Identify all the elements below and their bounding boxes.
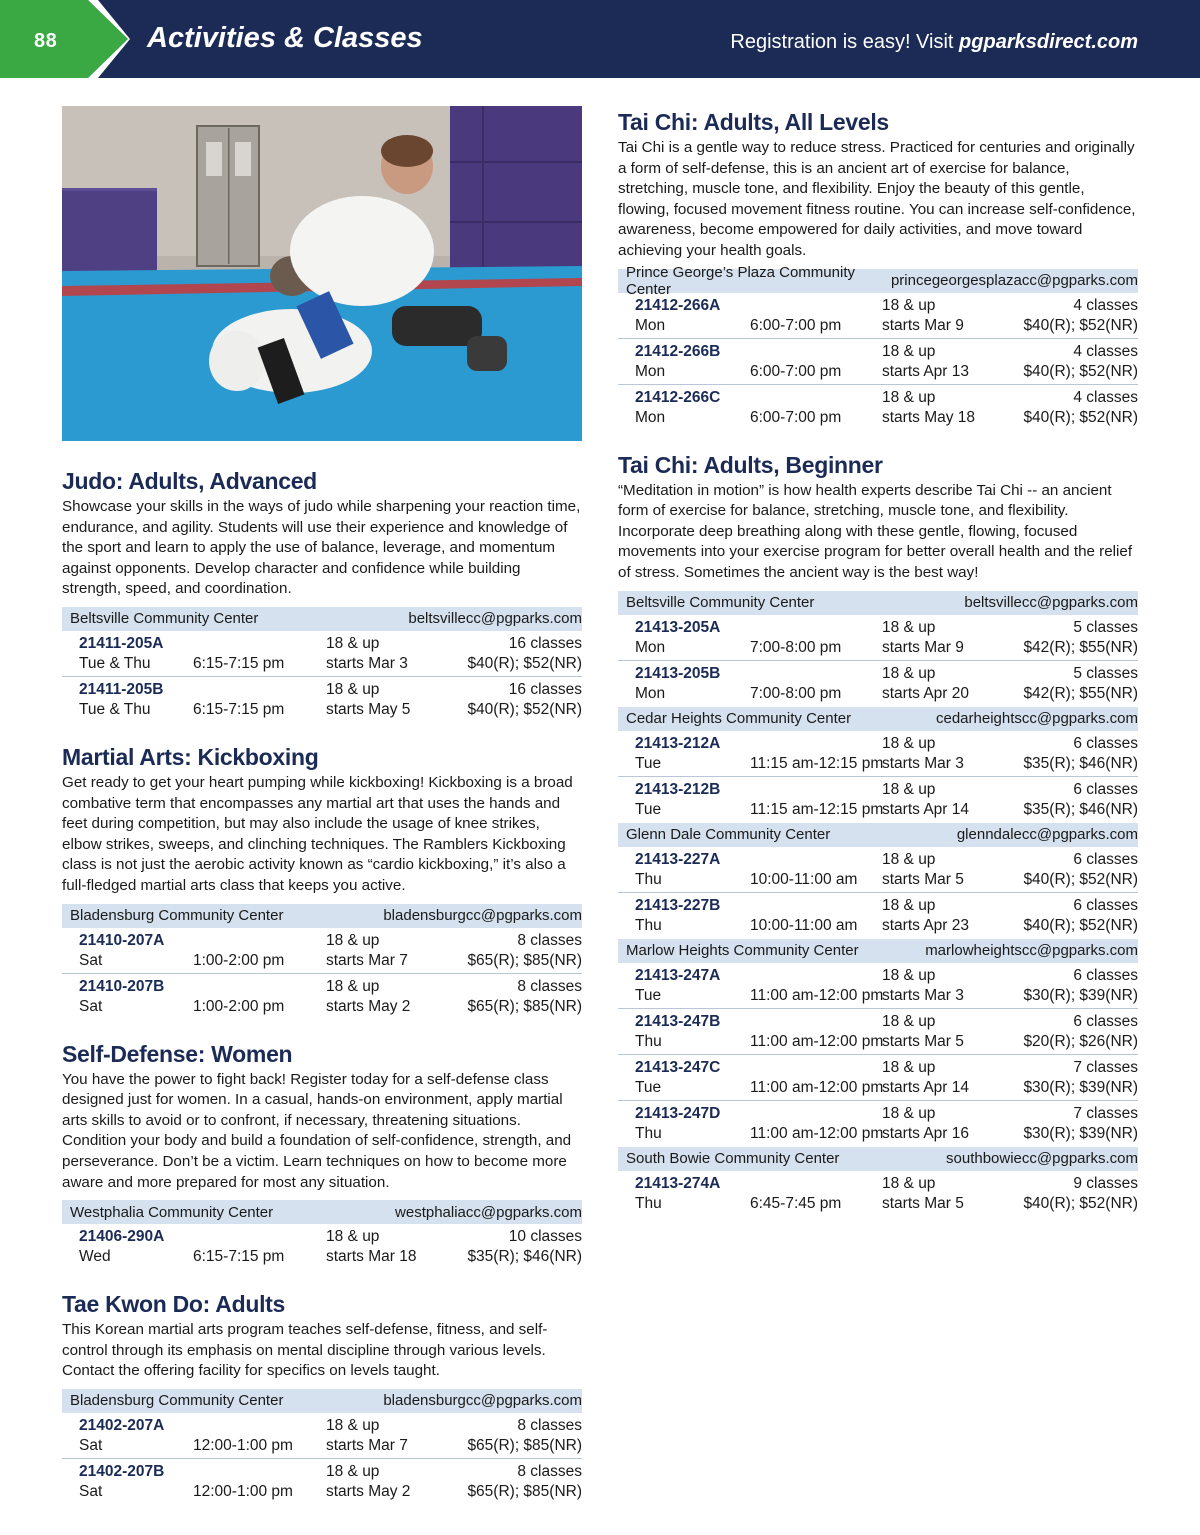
session-start-date: starts Mar 3 — [326, 654, 408, 672]
session-age: 18 & up — [882, 1104, 936, 1122]
session-day: Tue — [635, 986, 662, 1004]
center-email-link[interactable]: marlowheightscc@pgparks.com — [925, 942, 1138, 960]
session-day: Thu — [635, 1124, 662, 1142]
session-age: 18 & up — [882, 734, 936, 752]
program-description: “Meditation in motion” is how health experts describe Tai Chi -- an ancient form of exercise for balance, stretching, muscle tone, and flexibility. Incorporate deep breathing along with these gentle, flowing, focused movements into your exercise program for better overall health and the relief of stress. Sometimes the ancient way is the best way! — [618, 481, 1133, 581]
center-header — [618, 263, 1138, 298]
course-code-link[interactable]: 21402-207A — [79, 1416, 165, 1434]
session-fee: $40(R); $52(NR) — [467, 654, 582, 672]
program-section — [62, 1290, 582, 1505]
course-code-link[interactable]: 21410-207A — [79, 931, 165, 949]
session-class-count: 4 classes — [1073, 342, 1138, 360]
session-row — [618, 293, 1138, 339]
session-start-date: starts Apr 20 — [882, 684, 970, 702]
center-header — [62, 904, 582, 928]
session-start-date: starts Mar 7 — [326, 951, 408, 969]
course-code-link[interactable]: 21413-247D — [635, 1104, 721, 1122]
session-start-date: starts Mar 3 — [882, 754, 964, 772]
session-class-count: 6 classes — [1073, 780, 1138, 798]
session-class-count: 6 classes — [1073, 734, 1138, 752]
session-age: 18 & up — [882, 850, 936, 868]
registration-link[interactable]: pgparksdirect.com — [959, 31, 1138, 53]
center-name: Marlow Heights Community Center — [626, 942, 859, 960]
session-day: Sat — [79, 1436, 103, 1454]
session-start-date: starts Mar 9 — [882, 316, 964, 334]
center-header — [618, 823, 1138, 847]
session-class-count: 4 classes — [1073, 296, 1138, 314]
session-time: 7:00-8:00 pm — [750, 684, 842, 702]
center-header — [618, 939, 1138, 963]
center-header — [618, 591, 1138, 615]
session-class-count: 6 classes — [1073, 896, 1138, 914]
session-class-count: 16 classes — [508, 634, 582, 652]
session-list — [618, 615, 1138, 707]
session-class-count: 10 classes — [508, 1228, 582, 1246]
session-class-count: 6 classes — [1073, 966, 1138, 984]
session-day: Tue & Thu — [79, 700, 151, 718]
session-time: 11:00 am-12:00 pm — [750, 1124, 884, 1142]
center-email-link[interactable]: bladensburgcc@pgparks.com — [383, 1392, 582, 1410]
program-title: Self-Defense: Women — [62, 1040, 293, 1067]
left-column — [62, 106, 582, 1525]
session-time: 1:00-2:00 pm — [193, 997, 285, 1015]
course-code-link[interactable]: 21413-205B — [635, 664, 721, 682]
center-email-link[interactable]: southbowiecc@pgparks.com — [946, 1150, 1138, 1168]
session-start-date: starts Apr 16 — [882, 1124, 970, 1142]
session-day: Thu — [635, 870, 662, 888]
center-name: Beltsville Community Center — [70, 610, 259, 628]
center-name: Bladensburg Community Center — [70, 1392, 284, 1410]
session-fee: $42(R); $55(NR) — [1023, 684, 1138, 702]
session-class-count: 6 classes — [1073, 1012, 1138, 1030]
center-header — [62, 1389, 582, 1413]
session-day: Sat — [79, 951, 103, 969]
session-day: Mon — [635, 638, 666, 656]
course-code-link[interactable]: 21413-247B — [635, 1012, 721, 1030]
page-number: 88 — [34, 30, 58, 52]
session-time: 12:00-1:00 pm — [193, 1436, 293, 1454]
session-start-date: starts May 5 — [326, 700, 411, 718]
session-row — [62, 631, 582, 677]
session-age: 18 & up — [326, 1416, 380, 1434]
session-row — [618, 1055, 1138, 1101]
session-class-count: 7 classes — [1073, 1058, 1138, 1076]
course-code-link[interactable]: 21412-266B — [635, 342, 721, 360]
session-time: 6:15-7:15 pm — [193, 654, 285, 672]
session-start-date: starts Mar 5 — [882, 1194, 964, 1212]
center-header — [62, 1200, 582, 1224]
session-row — [62, 1224, 582, 1270]
session-start-date: starts Mar 7 — [326, 1436, 408, 1454]
session-fee: $65(R); $85(NR) — [467, 1436, 582, 1454]
session-age: 18 & up — [326, 931, 380, 949]
session-day: Mon — [635, 408, 666, 426]
program-title: Tae Kwon Do: Adults — [62, 1291, 286, 1318]
session-time: 11:15 am-12:15 pm — [750, 800, 884, 818]
session-fee: $35(R); $46(NR) — [467, 1248, 582, 1266]
center-name: South Bowie Community Center — [626, 1150, 840, 1168]
session-list — [618, 731, 1138, 823]
session-day: Sat — [79, 997, 103, 1015]
session-day: Tue — [635, 1078, 662, 1096]
session-fee: $65(R); $85(NR) — [467, 1482, 582, 1500]
center-name: Glenn Dale Community Center — [626, 826, 831, 844]
session-time: 6:15-7:15 pm — [193, 1248, 285, 1266]
session-row — [618, 1101, 1138, 1147]
session-time: 1:00-2:00 pm — [193, 951, 285, 969]
session-row — [618, 1171, 1138, 1217]
session-time: 11:15 am-12:15 pm — [750, 754, 884, 772]
session-class-count: 8 classes — [517, 931, 582, 949]
session-fee: $40(R); $52(NR) — [1023, 1194, 1138, 1212]
course-code-link[interactable]: 21411-205B — [79, 680, 164, 698]
course-code-link[interactable]: 21413-274A — [635, 1174, 721, 1192]
session-age: 18 & up — [326, 634, 380, 652]
program-description: This Korean martial arts program teaches self-defense, fitness, and self-control through its emphasis on mental discipline through various levels. Contact the offering facility for specifics on levels taught. — [62, 1321, 548, 1380]
session-list — [62, 631, 582, 723]
session-row — [62, 928, 582, 974]
center-name: Westphalia Community Center — [70, 1203, 274, 1221]
session-age: 18 & up — [326, 680, 380, 698]
session-start-date: starts Mar 18 — [326, 1248, 417, 1266]
session-fee: $30(R); $39(NR) — [1023, 1124, 1138, 1142]
course-code-link[interactable]: 21413-205A — [635, 618, 721, 636]
center-name: Bladensburg Community Center — [70, 907, 284, 925]
session-day: Tue — [635, 800, 662, 818]
course-code-link[interactable]: 21413-227B — [635, 896, 721, 914]
session-age: 18 & up — [882, 1174, 936, 1192]
right-column — [618, 108, 1138, 1237]
session-list — [62, 1224, 582, 1270]
course-code-link[interactable]: 21410-207B — [79, 977, 165, 995]
session-fee: $65(R); $85(NR) — [467, 951, 582, 969]
session-age: 18 & up — [882, 966, 936, 984]
session-fee: $35(R); $46(NR) — [1023, 754, 1138, 772]
session-day: Tue & Thu — [79, 654, 151, 672]
session-fee: $30(R); $39(NR) — [1023, 986, 1138, 1004]
session-row — [62, 1413, 582, 1459]
session-age: 18 & up — [882, 896, 936, 914]
program-section — [618, 108, 1138, 431]
course-code-link[interactable]: 21413-212B — [635, 780, 721, 798]
session-list — [618, 293, 1138, 431]
session-start-date: starts May 18 — [882, 408, 976, 426]
session-start-date: starts Apr 14 — [882, 1078, 970, 1096]
course-code-link[interactable]: 21413-212A — [635, 734, 721, 752]
program-title: Tai Chi: Adults, Beginner — [618, 451, 883, 478]
program-section — [62, 1040, 582, 1271]
session-time: 6:00-7:00 pm — [750, 408, 842, 426]
session-row — [618, 615, 1138, 661]
course-code-link[interactable]: 21406-290A — [79, 1228, 165, 1246]
course-code-link[interactable]: 21411-205A — [79, 634, 164, 652]
session-time: 7:00-8:00 pm — [750, 638, 842, 656]
session-age: 18 & up — [882, 664, 936, 682]
session-row — [618, 339, 1138, 385]
judo-photo-illustration — [62, 106, 582, 441]
course-code-link[interactable]: 21402-207B — [79, 1462, 165, 1480]
session-time: 12:00-1:00 pm — [193, 1482, 293, 1500]
center-header — [62, 607, 582, 631]
session-class-count: 4 classes — [1073, 388, 1138, 406]
session-day: Wed — [79, 1248, 111, 1266]
session-age: 18 & up — [882, 296, 936, 314]
session-fee: $40(R); $52(NR) — [1023, 916, 1138, 934]
session-day: Thu — [635, 1194, 662, 1212]
session-class-count: 5 classes — [1073, 664, 1138, 682]
registration-text: Registration is easy! Visit — [730, 31, 960, 53]
center-name: Prince George’s Plaza Community Center — [626, 263, 855, 298]
program-title: Martial Arts: Kickboxing — [62, 743, 319, 770]
session-row — [618, 963, 1138, 1009]
session-class-count: 8 classes — [517, 1462, 582, 1480]
judo-photo — [62, 106, 582, 441]
session-time: 11:00 am-12:00 pm — [750, 1078, 884, 1096]
session-row — [62, 974, 582, 1020]
program-description: You have the power to fight back! Register today for a self-defense class designed just for women. In a casual, hands-on environment, apply martial arts skills to avoid or to confront, if necessary, threatening situations. Condition your body and build a foundation of self-confidence, strength, and perseverance. Don’t be a victim. Learn techniques on how to become more aware and more prepared for most any situation. — [62, 1070, 572, 1191]
page-header — [0, 0, 1200, 78]
center-email-link[interactable]: cedarheightscc@pgparks.com — [936, 710, 1138, 728]
session-day: Mon — [635, 362, 666, 380]
center-email-link[interactable]: beltsvillecc@pgparks.com — [408, 610, 582, 628]
center-name: Cedar Heights Community Center — [626, 710, 852, 728]
program-title: Tai Chi: Adults, All Levels — [618, 109, 889, 135]
session-time: 6:00-7:00 pm — [750, 316, 842, 334]
session-class-count: 8 classes — [517, 1416, 582, 1434]
course-code-link[interactable]: 21413-227A — [635, 850, 721, 868]
session-fee: $40(R); $52(NR) — [467, 700, 582, 718]
session-class-count: 6 classes — [1073, 850, 1138, 868]
section-title: Activities & Classes — [147, 22, 423, 54]
session-row — [618, 661, 1138, 707]
session-age: 18 & up — [326, 1228, 380, 1246]
center-email-link[interactable]: beltsvillecc@pgparks.com — [964, 594, 1138, 612]
program-section — [62, 467, 582, 723]
session-fee: $20(R); $26(NR) — [1023, 1032, 1138, 1050]
session-row — [618, 893, 1138, 939]
session-start-date: starts Apr 14 — [882, 800, 970, 818]
session-time: 6:45-7:45 pm — [750, 1194, 842, 1212]
session-list — [62, 1413, 582, 1505]
session-fee: $30(R); $39(NR) — [1023, 1078, 1138, 1096]
session-row — [618, 385, 1138, 431]
session-fee: $40(R); $52(NR) — [1023, 362, 1138, 380]
center-name: Beltsville Community Center — [626, 594, 815, 612]
session-age: 18 & up — [882, 342, 936, 360]
program-description: Get ready to get your heart pumping while kickboxing! Kickboxing is a broad combative term that encompasses any martial art that uses the hands and feet during competition, but may also include the usage of knee strikes, elbow strikes, sweeps, and clinching techniques. The Ramblers Kickboxing class is not just the aerobic activity known as “cardio kickboxing,” it’s also a full-fledged martial arts class that keeps you active. — [62, 773, 573, 894]
session-class-count: 16 classes — [508, 680, 582, 698]
session-fee: $35(R); $46(NR) — [1023, 800, 1138, 818]
center-email-link[interactable]: glenndalecc@pgparks.com — [956, 826, 1138, 844]
session-list — [618, 963, 1138, 1147]
session-time: 11:00 am-12:00 pm — [750, 1032, 884, 1050]
program-description: Showcase your skills in the ways of judo while sharpening your reaction time, endurance, and agility. Students will use their experience and knowledge of the sport and learn to apply the use of balance, leverage, and momentum against opponents. Develop character and confidence while building strength, speed, and coordination. — [62, 498, 581, 598]
session-age: 18 & up — [326, 977, 380, 995]
session-age: 18 & up — [882, 1058, 936, 1076]
session-day: Tue — [635, 754, 662, 772]
course-code-link[interactable]: 21413-247C — [635, 1058, 721, 1076]
center-email-link[interactable]: westphaliacc@pgparks.com — [395, 1203, 582, 1221]
session-start-date: starts Mar 5 — [882, 1032, 964, 1050]
session-list — [618, 847, 1138, 939]
page-number-tab — [0, 0, 130, 78]
session-row — [618, 847, 1138, 893]
session-start-date: starts Apr 23 — [882, 916, 970, 934]
session-row — [618, 731, 1138, 777]
session-time: 6:00-7:00 pm — [750, 362, 842, 380]
program-title: Judo: Adults, Advanced — [62, 468, 317, 494]
session-start-date: starts Apr 13 — [882, 362, 970, 380]
session-list — [62, 928, 582, 1020]
session-fee: $65(R); $85(NR) — [467, 997, 582, 1015]
session-day: Thu — [635, 916, 662, 934]
session-age: 18 & up — [882, 618, 936, 636]
session-age: 18 & up — [326, 1462, 380, 1480]
session-class-count: 7 classes — [1073, 1104, 1138, 1122]
program-section — [62, 743, 582, 1020]
course-code-link[interactable]: 21412-266A — [635, 296, 721, 314]
center-email-link[interactable]: princegeorgesplazacc@pgparks.com — [890, 272, 1138, 290]
session-start-date: starts May 2 — [326, 1482, 411, 1500]
session-start-date: starts Mar 5 — [882, 870, 964, 888]
session-start-date: starts May 2 — [326, 997, 411, 1015]
arrow-tab-icon — [0, 0, 130, 78]
session-time: 10:00-11:00 am — [750, 870, 858, 888]
session-list — [618, 1171, 1138, 1217]
course-code-link[interactable]: 21412-266C — [635, 388, 721, 406]
session-fee: $40(R); $52(NR) — [1023, 870, 1138, 888]
program-description: Tai Chi is a gentle way to reduce stress. Practiced for centuries and originally a form of self-defense, this is an ancient art of exercise for balance, stretching, muscle tone, and flexibility. Enjoy the beauty of this gentle, flowing, focused movement fitness routine. You can increase self-confidence, awareness, become empowered for daily activities, and move toward achieving your health goals. — [618, 139, 1136, 259]
program-section — [618, 451, 1138, 1217]
registration-notice — [730, 31, 1138, 54]
session-time: 6:15-7:15 pm — [193, 700, 285, 718]
session-day: Thu — [635, 1032, 662, 1050]
session-fee: $40(R); $52(NR) — [1023, 408, 1138, 426]
center-header — [618, 707, 1138, 731]
session-age: 18 & up — [882, 1012, 936, 1030]
session-day: Sat — [79, 1482, 103, 1500]
session-start-date: starts Mar 3 — [882, 986, 964, 1004]
session-class-count: 9 classes — [1073, 1174, 1138, 1192]
session-fee: $40(R); $52(NR) — [1023, 316, 1138, 334]
center-email-link[interactable]: bladensburgcc@pgparks.com — [383, 907, 582, 925]
session-time: 10:00-11:00 am — [750, 916, 858, 934]
session-day: Mon — [635, 316, 666, 334]
course-code-link[interactable]: 21413-247A — [635, 966, 721, 984]
center-header — [618, 1147, 1138, 1171]
session-start-date: starts Mar 9 — [882, 638, 964, 656]
session-age: 18 & up — [882, 388, 936, 406]
session-age: 18 & up — [882, 780, 936, 798]
session-class-count: 5 classes — [1073, 618, 1138, 636]
session-row — [62, 677, 582, 723]
session-class-count: 8 classes — [517, 977, 582, 995]
session-time: 11:00 am-12:00 pm — [750, 986, 884, 1004]
session-day: Mon — [635, 684, 666, 702]
session-row — [618, 1009, 1138, 1055]
session-fee: $42(R); $55(NR) — [1023, 638, 1138, 656]
session-row — [62, 1459, 582, 1505]
session-row — [618, 777, 1138, 823]
